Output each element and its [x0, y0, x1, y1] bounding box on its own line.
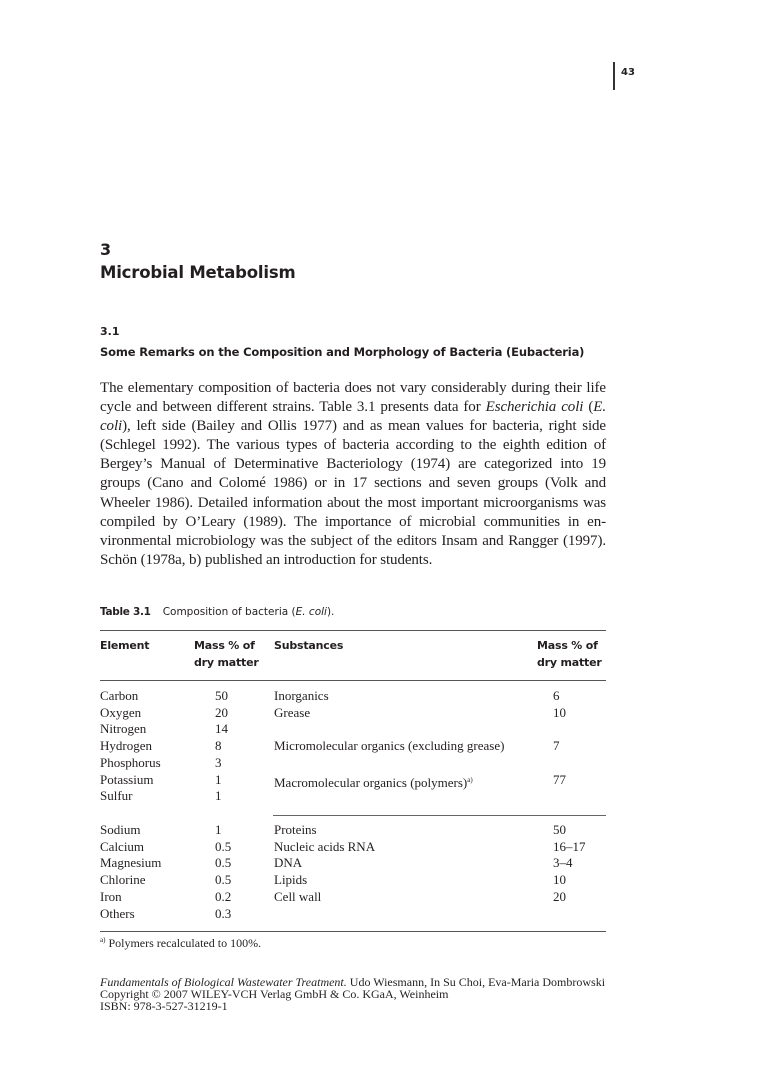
element-name: Sodium [100, 822, 141, 837]
header-element: Element [100, 639, 150, 652]
substance-mass: 3–4 [553, 855, 573, 871]
substance-name: DNA [274, 855, 303, 871]
body-paragraph [100, 379, 606, 570]
element-mass: 0.5 [215, 855, 232, 871]
header-mass-line2: dry matter [194, 656, 259, 669]
page-number-rule [613, 62, 615, 90]
book-authors: Udo Wiesmann, In Su Choi, Eva-Maria Dombrowski [346, 975, 606, 989]
substance-name-with-note [274, 772, 473, 792]
isbn-line: ISBN: 978-3-527-31219-1 [100, 999, 228, 1013]
chapter-title: Microbial Metabolism [100, 263, 296, 282]
page-number: 43 [621, 67, 635, 78]
substance-name: Macromolecular organics (polymers) [274, 774, 468, 790]
element-mass: 0.5 [215, 838, 232, 854]
substance-name: Lipids [274, 872, 308, 888]
substance-mass: 50 [553, 822, 566, 837]
element-name: Others [100, 905, 135, 921]
element-mass: 1 [215, 771, 222, 787]
table-bottom-rule [100, 931, 606, 932]
footnote-text: Polymers recalculated to 100%. [105, 936, 262, 950]
table-footnote [100, 936, 261, 951]
substance-name: Micromolecular organics (excluding grease) [274, 738, 505, 754]
element-mass: 0.2 [215, 888, 232, 904]
element-name: Nitrogen [100, 721, 147, 737]
header-smass-line2: dry matter [537, 656, 602, 669]
element-name: Sulfur [100, 788, 133, 804]
table-substances-divider [273, 815, 606, 816]
substance-mass: 16–17 [553, 838, 586, 854]
substance-mass: 7 [553, 738, 560, 754]
substance-mass: 20 [553, 888, 566, 904]
element-name: Potassium [100, 771, 154, 787]
element-mass: 0.3 [215, 905, 232, 921]
section-title: Some Remarks on the Composition and Morphology of Bacteria (Eubacteria) [100, 345, 585, 359]
table-top-rule [100, 630, 606, 631]
caption-italic: E. coli [295, 606, 327, 618]
element-name: Magnesium [100, 855, 162, 871]
caption-text: ). [326, 606, 335, 618]
header-mass [194, 637, 259, 671]
caption-text: Composition of bacteria ( [162, 606, 296, 618]
element-mass: 14 [215, 721, 228, 737]
element-mass: 50 [215, 688, 228, 703]
element-name: Iron [100, 888, 122, 904]
footnote-mark: a) [100, 936, 106, 944]
element-mass: 0.5 [215, 872, 232, 888]
body-text: The elementary composition of bacteria does not vary considerably during their life cycle and between different strains. Table 3.1 presents data for [100, 380, 606, 416]
substance-name: Grease [274, 704, 311, 720]
substance-name: Cell wall [274, 888, 322, 904]
body-italic-abbrev: E. coli [100, 399, 606, 435]
body-text: ( [583, 399, 594, 416]
element-name: Carbon [100, 688, 139, 703]
header-mass-line1: Mass % of [194, 639, 255, 652]
body-text: ), left side (Bailey and Ollis 1977) and as mean values for bacteria, right side (Schlegel 1992). The various types of bacteria according to the eighth edition of Bergey’s Manual of Determinative Bacteriology (1974) are categorized into 19 groups (Cano and Colomé 1986) or in 17 sections and seven groups (Volk and Wheeler 1986). Detailed information about the most important microorganisms was compiled by O’Leary (1989). The importance of microbial communities in en-vironmental microbiology was the subject of the editors Insam and Rangger (1997). Schön (1978a, b) published an introduction for students. [100, 418, 606, 568]
substance-name: Proteins [274, 822, 317, 837]
element-mass: 1 [215, 822, 222, 837]
chapter-number: 3 [100, 240, 112, 259]
element-mass: 8 [215, 738, 222, 754]
element-name: Chlorine [100, 872, 146, 888]
element-mass: 20 [215, 704, 228, 720]
substance-name: Inorganics [274, 688, 329, 703]
table-caption [100, 606, 334, 618]
body-italic-species: Escherichia coli [485, 399, 584, 416]
substance-mass: 77 [553, 771, 566, 787]
element-name: Hydrogen [100, 738, 152, 754]
table-header-rule [100, 680, 606, 681]
element-name: Phosphorus [100, 754, 161, 770]
element-mass: 1 [215, 788, 222, 804]
substance-mass: 10 [553, 704, 566, 720]
table-label: Table 3.1 [100, 606, 151, 618]
substance-name: Nucleic acids RNA [274, 838, 376, 854]
element-mass: 3 [215, 754, 222, 770]
book-title: Fundamentals of Biological Wastewater Treatment. [100, 975, 347, 989]
substance-mass: 10 [553, 872, 566, 888]
header-smass-line1: Mass % of [537, 639, 598, 652]
source-info [100, 976, 605, 1012]
copyright-line: Copyright © 2007 WILEY-VCH Verlag GmbH & Co. KGaA, Weinheim [100, 987, 449, 1001]
element-name: Calcium [100, 838, 145, 854]
section-number: 3.1 [100, 325, 120, 338]
element-name: Oxygen [100, 704, 142, 720]
substance-mass: 6 [553, 688, 560, 703]
header-substance-mass [537, 637, 602, 671]
footnote-ref: a) [467, 775, 473, 784]
header-substances: Substances [274, 639, 344, 652]
